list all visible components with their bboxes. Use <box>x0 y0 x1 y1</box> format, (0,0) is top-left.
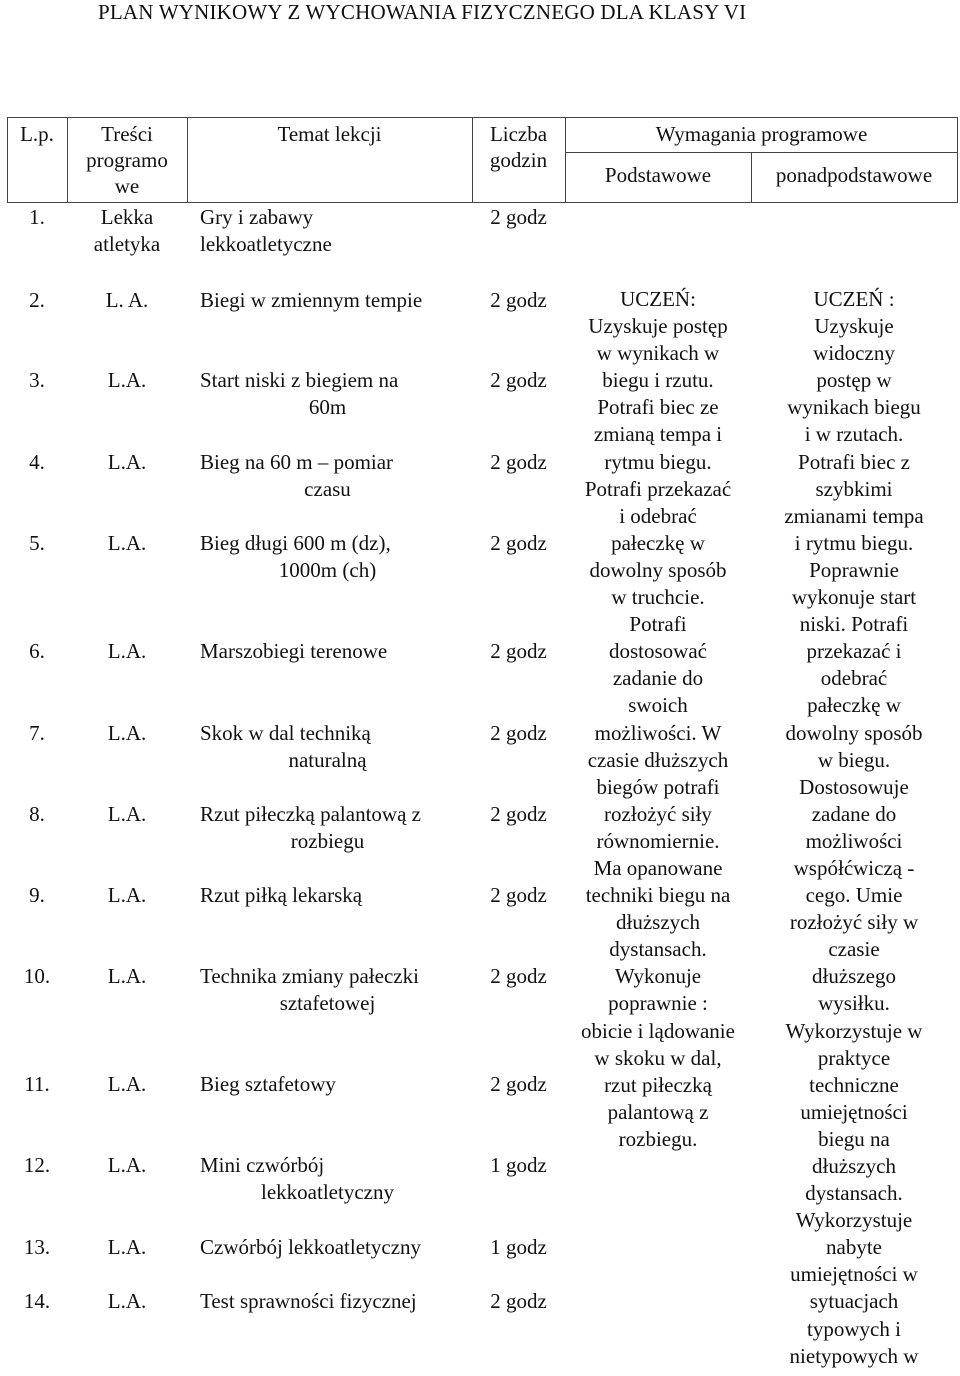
row-tresci: L.A. <box>107 1072 147 1096</box>
row-tresci: L.A. <box>107 450 147 474</box>
requirement-basic-line: dłuższych <box>616 910 700 935</box>
requirement-advanced-line: Dostosowuje <box>799 774 909 799</box>
requirement-basic-line: dystansach. <box>609 937 707 962</box>
requirement-advanced-line: niski. Potrafi <box>799 612 909 637</box>
requirement-advanced-line: dowolny sposób <box>785 720 923 745</box>
requirement-basic-line: UCZEŃ: <box>620 287 696 311</box>
requirement-basic-line: w skoku w dal, <box>594 1045 722 1070</box>
requirement-advanced-line: możliwości <box>805 828 903 853</box>
row-temat <box>200 449 455 503</box>
row-temat <box>200 1152 455 1206</box>
requirement-basic-line: i odebrać <box>619 503 697 528</box>
requirement-advanced-line: praktyce <box>817 1045 891 1070</box>
row-lp: 9. <box>29 883 45 907</box>
row-temat <box>200 882 455 909</box>
row-temat-line: Technika zmiany pałeczki <box>200 964 419 988</box>
row-temat <box>200 1071 455 1098</box>
row-temat-line: Biegi w zmiennym tempie <box>200 288 423 312</box>
requirement-basic-line: Wykonuje <box>614 964 702 989</box>
row-lp: 8. <box>29 802 45 826</box>
row-temat-line: 1000m (ch) <box>278 558 377 582</box>
row-temat <box>200 638 455 665</box>
requirement-advanced-line: typowych i <box>807 1316 901 1341</box>
requirement-advanced-line: Poprawnie <box>809 557 899 582</box>
requirement-advanced-line: zmianami tempa <box>784 503 924 528</box>
header-tresci <box>67 121 187 199</box>
header-liczba-line: godzin <box>489 148 548 172</box>
row-lp: 13. <box>23 1235 51 1259</box>
row-tresci: L. A. <box>105 288 149 312</box>
row-godz: 2 godz <box>490 1289 547 1313</box>
requirement-basic-line: rytmu biegu. <box>604 449 712 474</box>
requirement-basic-line: rozbiegu. <box>618 1126 698 1151</box>
requirement-basic-line: palantową z <box>607 1099 709 1124</box>
section-tresci-line: Lekka <box>100 205 154 229</box>
requirements-basic <box>565 286 751 1153</box>
requirement-basic-line: równomiernie. <box>596 828 720 853</box>
requirement-advanced-line: zadane do <box>811 801 897 826</box>
requirement-advanced-line: nabyte <box>826 1235 882 1260</box>
requirement-basic-line: Potrafi biec ze <box>597 395 719 420</box>
subheader-divider <box>565 152 958 153</box>
row-godz: 2 godz <box>490 450 547 474</box>
row-godz: 2 godz <box>490 288 547 312</box>
requirement-advanced-line: umiejętności w <box>790 1262 918 1287</box>
row-temat <box>200 1288 455 1315</box>
row-temat-line: Start niski z biegiem na <box>200 368 399 392</box>
requirement-basic-line: rzut piłeczką <box>604 1072 712 1097</box>
requirement-basic-line: w truchcie. <box>611 585 705 610</box>
row-tresci: L.A. <box>107 1289 147 1313</box>
requirement-advanced-line: dłuższych <box>812 1154 896 1178</box>
requirement-advanced-line: Wykorzystuje w <box>785 1018 923 1043</box>
requirement-advanced-line: widoczny <box>813 341 895 366</box>
row-temat <box>200 963 455 1017</box>
requirement-basic-line: dowolny sposób <box>589 557 727 582</box>
section-temat-line: Gry i zabawy <box>200 205 314 229</box>
row-temat-line: rozbiegu <box>290 829 365 853</box>
row-temat-line: naturalną <box>288 748 367 772</box>
row-temat <box>200 367 455 421</box>
requirement-advanced-line: postęp w <box>816 368 892 393</box>
requirement-basic-line: zadanie do <box>612 666 704 691</box>
row-temat <box>200 1234 455 1261</box>
row-temat-line: Marszobiegi terenowe <box>200 639 388 663</box>
requirement-basic-line: Uzyskuje postęp <box>588 314 728 339</box>
header-lp: L.p. <box>20 122 54 146</box>
row-tresci: L.A. <box>107 721 147 745</box>
requirement-advanced-line: w biegu. <box>817 747 891 772</box>
requirement-basic-line: dostosować <box>609 639 707 664</box>
table-border-top <box>7 117 958 118</box>
requirement-advanced-line: odebrać <box>820 666 888 691</box>
section-godz: 2 godz <box>490 205 547 229</box>
row-temat <box>200 530 455 584</box>
table-border-bottom <box>7 202 958 203</box>
row-temat-line: Skok w dal techniką <box>200 721 371 745</box>
row-tresci: L.A. <box>107 802 147 826</box>
requirement-advanced-line: rozłożyć siły w <box>789 910 919 935</box>
requirement-advanced-line: i w rzutach. <box>804 422 904 447</box>
requirement-basic-line: Ma opanowane <box>593 855 723 880</box>
requirements-advanced <box>751 286 957 1370</box>
section-temat-line: lekkoatletyczne <box>200 232 332 256</box>
row-lp: 10. <box>23 964 51 988</box>
requirement-basic-line: pałeczkę w <box>611 530 705 555</box>
row-godz: 2 godz <box>490 883 547 907</box>
document-title: PLAN WYNIKOWY Z WYCHOWANIA FIZYCZNEGO DLA KLASY VI <box>98 0 747 24</box>
requirement-advanced-line: nietypowych w <box>789 1343 919 1368</box>
header-podstawowe: Podstawowe <box>604 163 712 187</box>
requirement-advanced-line: szybkimi <box>815 476 893 501</box>
section-temat <box>200 204 472 258</box>
requirement-advanced-line: dłuższego <box>812 964 896 989</box>
header-tresci-line: Treści <box>101 122 153 146</box>
row-lp: 12. <box>23 1153 51 1177</box>
row-lp: 3. <box>29 368 45 392</box>
row-godz: 2 godz <box>490 802 547 826</box>
requirement-advanced-line: i rytmu biegu. <box>794 530 914 555</box>
requirement-basic-line: obicie i lądowanie <box>581 1018 735 1043</box>
row-godz: 2 godz <box>490 1072 547 1096</box>
row-godz: 1 godz <box>490 1235 547 1259</box>
row-temat-line: Rzut piłką lekarską <box>200 883 363 907</box>
requirement-advanced-line: wynikach biegu <box>787 395 921 420</box>
requirement-basic-line: możliwości. W <box>594 720 722 745</box>
row-lp: 7. <box>29 721 45 745</box>
row-lp: 2. <box>29 288 45 312</box>
row-temat-line: czasu <box>304 477 351 501</box>
row-temat <box>200 287 455 314</box>
row-tresci: L.A. <box>107 368 147 392</box>
requirement-basic-line: zmianą tempa i <box>593 422 723 447</box>
row-tresci: L.A. <box>107 531 147 555</box>
requirement-basic-line: biegu i rzutu. <box>602 368 714 393</box>
row-tresci: L.A. <box>107 883 147 907</box>
requirement-advanced-line: pałeczkę w <box>807 693 901 718</box>
row-temat <box>200 801 455 855</box>
row-godz: 2 godz <box>490 531 547 555</box>
row-tresci: L.A. <box>107 1153 147 1177</box>
row-temat-line: Test sprawności fizycznej <box>200 1289 417 1313</box>
row-temat-line: Bieg długi 600 m (dz), <box>200 531 391 555</box>
requirement-basic-line: czasie dłuższych <box>587 747 729 772</box>
row-temat-line: Bieg na 60 m – pomiar <box>200 450 394 474</box>
header-liczba-line: Liczba <box>489 122 548 146</box>
row-lp: 14. <box>23 1289 51 1313</box>
requirement-advanced-line: Wykorzystuje <box>795 1208 913 1233</box>
requirement-advanced-line: sytuacjach <box>809 1289 899 1314</box>
row-temat-line: Bieg sztafetowy <box>200 1072 336 1096</box>
requirement-advanced-line: wykonuje start <box>791 585 917 610</box>
row-godz: 2 godz <box>490 721 547 745</box>
row-godz: 2 godz <box>490 964 547 988</box>
row-lp: 4. <box>29 450 45 474</box>
requirement-advanced-line: cego. Umie <box>805 883 903 908</box>
requirement-advanced-line: techniczne <box>809 1072 899 1097</box>
row-temat-line: Rzut piłeczką palantową z <box>200 802 421 826</box>
requirement-basic-line: rozłożyć siły <box>604 801 712 826</box>
requirement-basic-line: techniki biegu na <box>585 883 731 908</box>
requirement-basic-line: Potrafi <box>629 612 687 637</box>
header-wymagania: Wymagania programowe <box>655 122 868 146</box>
row-tresci: L.A. <box>107 964 147 988</box>
row-lp: 5. <box>29 531 45 555</box>
requirement-advanced-line: UCZEŃ : <box>813 287 895 311</box>
requirement-basic-line: poprawnie : <box>608 991 708 1016</box>
row-godz: 1 godz <box>490 1153 547 1177</box>
row-tresci: L.A. <box>107 1235 147 1259</box>
row-temat-line: 60m <box>308 395 347 419</box>
section-tresci-line: atletyka <box>93 232 161 256</box>
row-temat-line: lekkoatletyczny <box>261 1180 394 1204</box>
row-godz: 2 godz <box>490 368 547 392</box>
section-lp: 1. <box>29 205 45 229</box>
requirement-advanced-line: biegu na <box>818 1126 890 1151</box>
requirement-advanced-line: współćwiczą - <box>793 855 915 880</box>
requirement-basic-line: w wynikach w <box>596 341 720 366</box>
requirement-basic-line: biegów potrafi <box>596 774 720 799</box>
row-temat <box>200 720 455 774</box>
row-temat-line: Czwórbój lekkoatletyczny <box>200 1235 422 1259</box>
section-tresci <box>67 204 187 258</box>
requirement-advanced-line: dystansach. <box>805 1181 903 1206</box>
row-lp: 6. <box>29 639 45 663</box>
requirement-basic-line: swoich <box>628 693 688 718</box>
row-tresci: L.A. <box>107 639 147 663</box>
requirement-advanced-line: Uzyskuje <box>814 314 894 339</box>
row-temat-line: sztafetowej <box>279 991 376 1015</box>
requirement-advanced-line: umiejętności <box>800 1099 908 1124</box>
row-godz: 2 godz <box>490 639 547 663</box>
header-liczba <box>472 121 565 173</box>
row-lp: 11. <box>24 1072 50 1096</box>
requirement-advanced-line: przekazać i <box>806 639 902 664</box>
header-temat: Temat lekcji <box>277 122 382 146</box>
header-tresci-line: we <box>114 174 140 198</box>
row-temat-line: Mini czwórbój <box>200 1153 325 1177</box>
header-tresci-line: programo <box>86 148 168 172</box>
requirement-advanced-line: czasie <box>828 937 880 962</box>
header-ponadpodstawowe: ponadpodstawowe <box>775 163 933 187</box>
requirement-advanced-line: wysiłku. <box>818 991 890 1016</box>
requirement-basic-line: Potrafi przekazać <box>584 476 732 501</box>
requirement-advanced-line: Potrafi biec z <box>798 449 910 474</box>
